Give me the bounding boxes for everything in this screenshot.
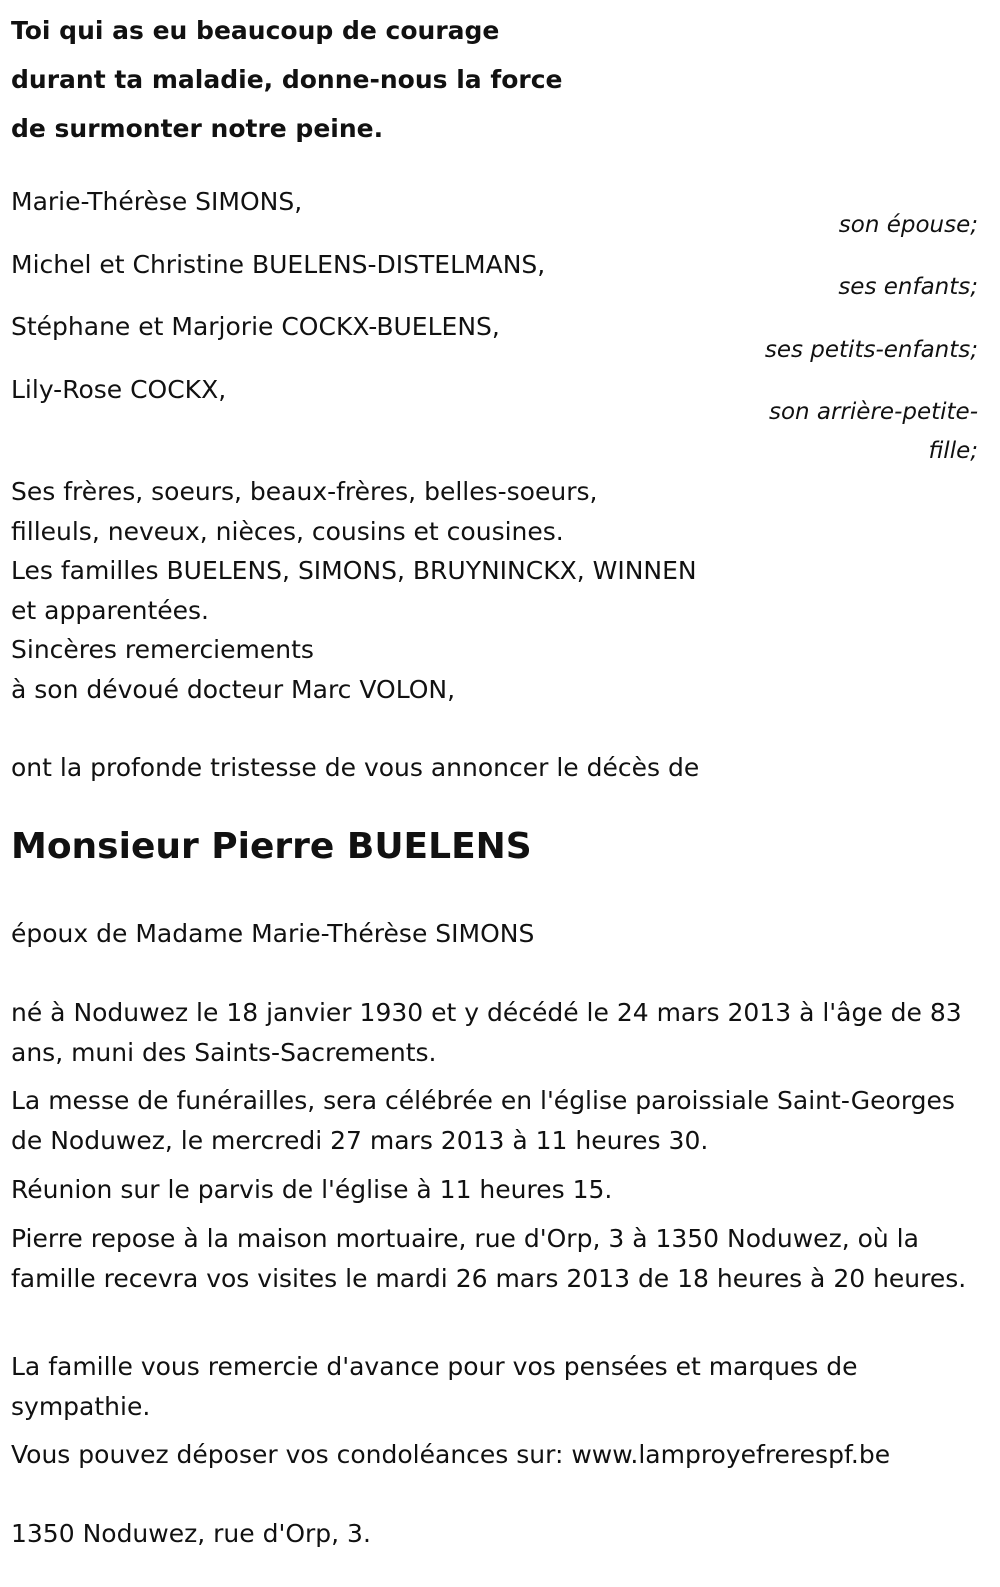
spouse-text: époux de Madame Marie-Thérèse SIMONS [11,919,535,948]
birth-death-paragraph: né à Noduwez le 18 janvier 1930 et y décédé le 24 mars 2013 à l'âge de 83 ans, muni des Saints-Sacrements. [11,998,962,1067]
condolences-paragraph: Vous pouvez déposer vos condoléances sur: www.lamproyefrerespf.be [11,1440,891,1469]
family-member-name: Marie-Thérèse SIMONS, [11,187,303,216]
spouse-line [11,914,981,954]
relatives-line: Les familles BUELENS, SIMONS, BRUYNINCKX, WINNEN [11,556,697,586]
family-member-role: ses petits-enfants; [764,337,978,363]
family-member-role: ses enfants; [838,274,978,300]
address: 1350 Noduwez, rue d'Orp, 3. [11,1519,371,1548]
poem-line: de surmonter notre peine. [11,114,384,143]
deceased-name: Monsieur Pierre BUELENS [11,826,532,867]
family-member-role: son épouse; [838,212,978,238]
meeting-paragraph: Réunion sur le parvis de l'église à 11 heures 15. [11,1175,613,1204]
relatives-line: Ses frères, soeurs, beaux-frères, belles-soeurs, [11,477,598,506]
relatives-line: et apparentées. [11,595,209,625]
poem [11,6,711,153]
relatives-line: Sincères remerciements [11,635,314,665]
relatives-line: à son dévoué docteur Marc VOLON, [11,674,456,704]
family-member-name: Michel et Christine BUELENS-DISTELMANS, [11,250,546,279]
family-member-role-line: son arrière-petite- [768,399,978,425]
family-member-role [769,393,978,471]
announcement [11,748,981,788]
family-member-role-line: fille; [928,438,978,464]
relatives-block [11,472,981,710]
family-member-name: Lily-Rose COCKX, [11,375,227,404]
relatives-line: filleuls, neveux, nièces, cousins et cousines. [11,516,564,546]
announcement-text: ont la profonde tristesse de vous annoncer le décès de [11,753,700,782]
family-member-name: Stéphane et Marjorie COCKX-BUELENS, [11,312,500,341]
poem-line: Toi qui as eu beaucoup de courage [11,16,500,45]
poem-line: durant ta maladie, donne-nous la force [11,65,563,94]
funeral-paragraph: La messe de funérailles, sera célébrée en l'église paroissiale Saint-Georges de Noduwez, le mercredi 27 mars 2013 à 11 heures 30. [11,1086,955,1155]
thanks-paragraph: La famille vous remercie d'avance pour vos pensées et marques de sympathie. [11,1352,858,1421]
visitation-paragraph: Pierre repose à la maison mortuaire, rue d'Orp, 3 à 1350 Noduwez, où la famille recevra vos visites le mardi 26 mars 2013 de 18 heures à 20 heures. [11,1224,967,1293]
